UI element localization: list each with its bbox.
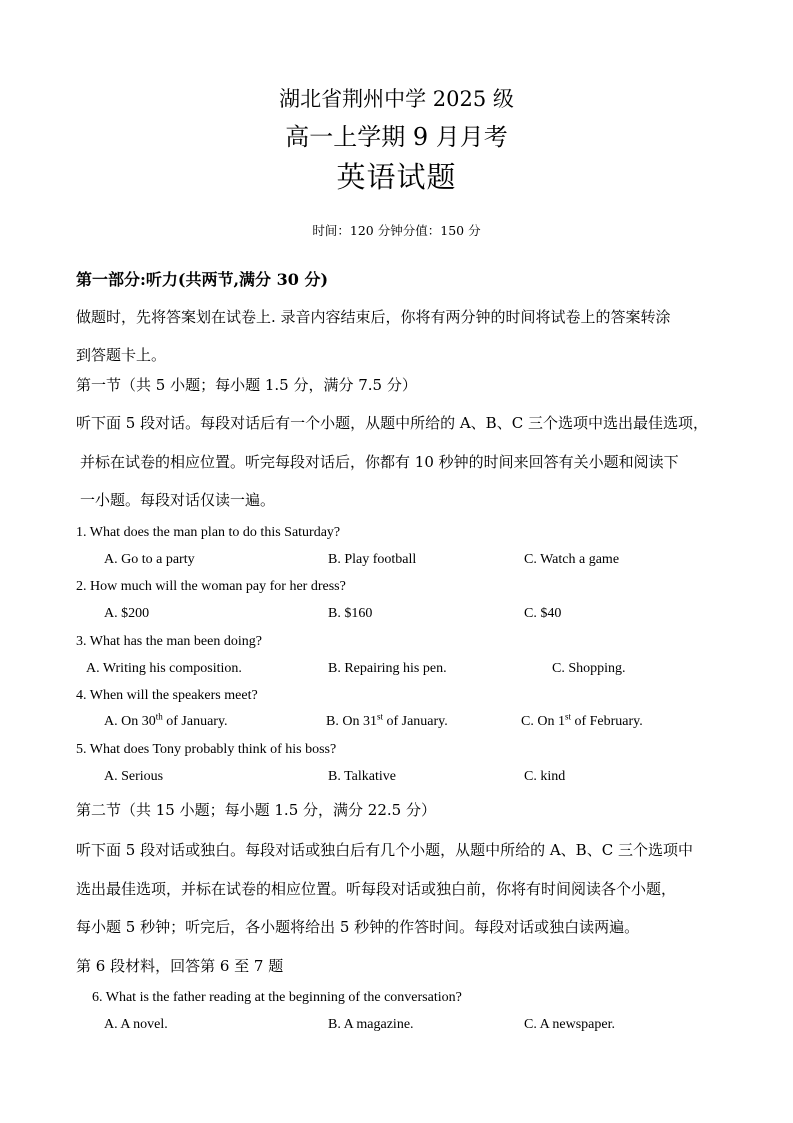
- q2-option-a: A. $200: [104, 606, 150, 621]
- question-6: 6. What is the father reading at the beginning of the conversation?: [92, 990, 462, 1005]
- q1-option-b: B. Play football: [328, 552, 417, 567]
- q2-option-c: C. $40: [524, 606, 562, 621]
- part1-intro-line1: 做题时，先将答案划在试卷上. 录音内容结束后，你将有两分钟的时间将试卷上的答案转涂: [76, 308, 671, 326]
- section1-instr-line1: 听下面 5 段对话。每段对话后有一个小题，从题中所给的 A、B、C 三个选项中选出最佳选项，: [76, 414, 708, 432]
- q4-option-a: A. On 30th of January.: [104, 711, 228, 729]
- q1-option-c: C. Watch a game: [524, 552, 620, 567]
- exam-title: 高一上学期 9 月月考: [285, 123, 508, 151]
- exam-meta: 时间：120 分钟分值：150 分: [312, 223, 481, 238]
- part1-intro-line2: 到答题卡上。: [76, 346, 167, 364]
- section1-title: 第一节（共 5 小题；每小题 1.5 分，满分 7.5 分）: [76, 376, 417, 394]
- q1-option-a: A. Go to a party: [104, 552, 195, 567]
- question-2: 2. How much will the woman pay for her dress?: [76, 579, 346, 594]
- question-5: 5. What does Tony probably think of his boss?: [76, 742, 337, 757]
- material-6-heading: 第 6 段材料，回答第 6 至 7 题: [76, 957, 284, 975]
- section2-instr-line1: 听下面 5 段对话或独白。每段对话或独白后有几个小题，从题中所给的 A、B、C 三个选项中: [76, 841, 693, 859]
- school-title: 湖北省荆州中学 2025 级: [279, 87, 514, 111]
- q5-option-c: C. kind: [524, 769, 566, 784]
- q6-option-b: B. A magazine.: [328, 1017, 414, 1032]
- question-3: 3. What has the man been doing?: [76, 634, 262, 649]
- q4-option-c: C. On 1st of February.: [521, 711, 643, 729]
- section1-instr-line3: 一小题。每段对话仅读一遍。: [80, 491, 276, 509]
- section2-instr-line2: 选出最佳选项，并标在试卷的相应位置。听每段对话或独白前，你将有时间阅读各个小题，: [76, 880, 677, 898]
- q3-option-b: B. Repairing his pen.: [328, 661, 447, 676]
- part1-title: 第一部分:听力(共两节,满分 30 分): [76, 270, 329, 289]
- subject-title: 英语试题: [336, 160, 457, 194]
- section2-title: 第二节（共 15 小题；每小题 1.5 分，满分 22.5 分）: [76, 801, 436, 819]
- q6-option-a: A. A novel.: [104, 1017, 168, 1032]
- section2-instr-line3: 每小题 5 秒钟；听完后，各小题将给出 5 秒钟的作答时间。每段对话或独白读两遍。: [76, 918, 640, 936]
- question-1: 1. What does the man plan to do this Saturday?: [76, 525, 341, 540]
- section1-instr-line2: 并标在试卷的相应位置。听完每段对话后，你都有 10 秒钟的时间来回答有关小题和阅读下: [80, 453, 679, 471]
- q6-option-c: C. A newspaper.: [524, 1017, 615, 1032]
- q3-option-a: A. Writing his composition.: [86, 661, 242, 676]
- q3-option-c: C. Shopping.: [552, 661, 626, 676]
- q5-option-a: A. Serious: [104, 769, 164, 784]
- q2-option-b: B. $160: [328, 606, 373, 621]
- question-4: 4. When will the speakers meet?: [76, 688, 258, 703]
- q4-option-b: B. On 31st of January.: [326, 711, 448, 729]
- q5-option-b: B. Talkative: [328, 769, 396, 784]
